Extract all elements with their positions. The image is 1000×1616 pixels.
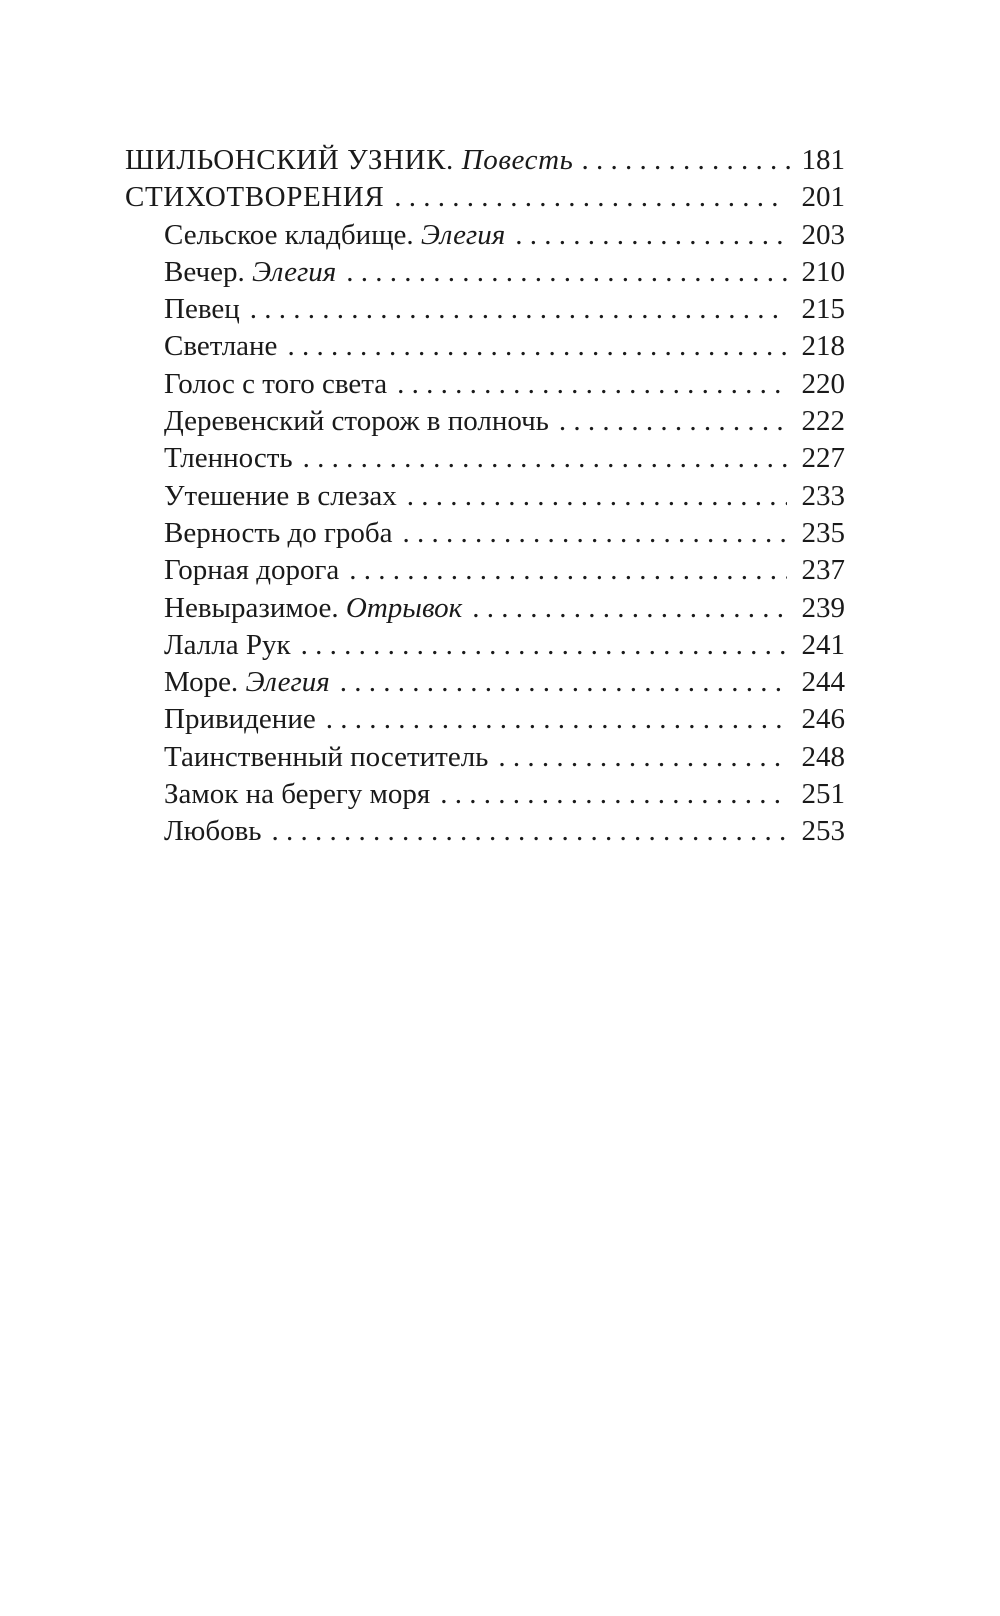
toc-entry — [125, 328, 845, 365]
toc-entry — [125, 403, 845, 440]
toc-page-number: 235 — [801, 516, 845, 549]
toc-entry-title: Сельское кладбище. Элегия — [164, 218, 506, 251]
dot-leader — [407, 478, 787, 515]
toc-entry — [125, 254, 845, 291]
toc-page-number: 246 — [801, 703, 845, 736]
dot-leader — [301, 627, 787, 664]
toc-entry — [125, 515, 845, 552]
toc-entry — [125, 440, 845, 477]
dot-leader — [303, 440, 787, 477]
toc-page-number: 201 — [801, 181, 845, 214]
toc-page-number: 215 — [801, 293, 845, 326]
toc-entry-title: Таинственный посетитель — [164, 740, 489, 773]
toc-entry-title: Светлане — [164, 330, 278, 363]
toc-page-number: 237 — [801, 554, 845, 587]
toc-entry — [125, 217, 845, 254]
toc-entry — [125, 590, 845, 627]
table-of-contents — [125, 142, 845, 851]
toc-entry-title: Певец — [164, 293, 240, 326]
toc-entry — [125, 701, 845, 738]
toc-entry — [125, 142, 845, 179]
toc-entry-title: Утешение в слезах — [164, 479, 397, 512]
toc-entry-title: Невыразимое. Отрывок — [164, 591, 463, 624]
dot-leader — [272, 813, 787, 850]
toc-page-number: 227 — [801, 442, 845, 475]
toc-entry — [125, 478, 845, 515]
toc-page-number: 248 — [801, 740, 845, 773]
dot-leader — [498, 739, 787, 776]
dot-leader — [340, 664, 787, 701]
dot-leader — [250, 291, 787, 328]
toc-entry-title: Деревенский сторож в полночь — [164, 405, 549, 438]
toc-entry — [125, 739, 845, 776]
toc-page-number: 239 — [801, 591, 845, 624]
dot-leader — [472, 590, 787, 627]
toc-page-number: 218 — [801, 330, 845, 363]
toc-page-number: 203 — [801, 218, 845, 251]
toc-page-number: 241 — [801, 628, 845, 661]
dot-leader — [349, 552, 787, 589]
toc-page-number: 233 — [801, 479, 845, 512]
toc-entry — [125, 366, 845, 403]
dot-leader — [581, 142, 797, 179]
toc-entry — [125, 291, 845, 328]
toc-page-number: 181 — [801, 144, 845, 176]
dot-leader — [287, 328, 787, 365]
toc-page-number: 220 — [801, 367, 845, 400]
toc-entry-title: Замок на берегу моря — [164, 778, 431, 811]
toc-page-number: 251 — [801, 778, 845, 811]
dot-leader — [397, 366, 787, 403]
toc-entry — [125, 776, 845, 813]
toc-entry — [125, 664, 845, 701]
toc-entry — [125, 813, 845, 850]
toc-entry-title: Голос с того света — [164, 367, 388, 400]
toc-entry-title: Тленность — [164, 442, 293, 475]
dot-leader — [326, 701, 787, 738]
toc-entry — [125, 627, 845, 664]
toc-entry-title: Вечер. Элегия — [164, 255, 337, 288]
toc-page-number: 244 — [801, 666, 845, 699]
dot-leader — [440, 776, 787, 813]
toc-page-number: 210 — [801, 255, 845, 288]
toc-entry-title: СТИХОТВОРЕНИЯ — [125, 181, 385, 214]
toc-page-number: 253 — [801, 815, 845, 848]
dot-leader — [394, 179, 787, 216]
toc-entry-title: Горная дорога — [164, 554, 340, 587]
toc-entry-title: Лалла Рук — [164, 628, 291, 661]
toc-entry — [125, 552, 845, 589]
dot-leader — [403, 515, 787, 552]
toc-entry-title: Любовь — [164, 815, 262, 848]
toc-page-number: 222 — [801, 405, 845, 438]
dot-leader — [515, 217, 787, 254]
toc-entry-title: Привидение — [164, 703, 316, 736]
toc-entry-title: Верность до гроба — [164, 516, 393, 549]
dot-leader — [559, 403, 787, 440]
toc-entry-title: Море. Элегия — [164, 666, 330, 699]
dot-leader — [346, 254, 787, 291]
toc-entry — [125, 179, 845, 216]
toc-entry-title: ШИЛЬОНСКИЙ УЗНИК. Повесть — [125, 144, 574, 176]
